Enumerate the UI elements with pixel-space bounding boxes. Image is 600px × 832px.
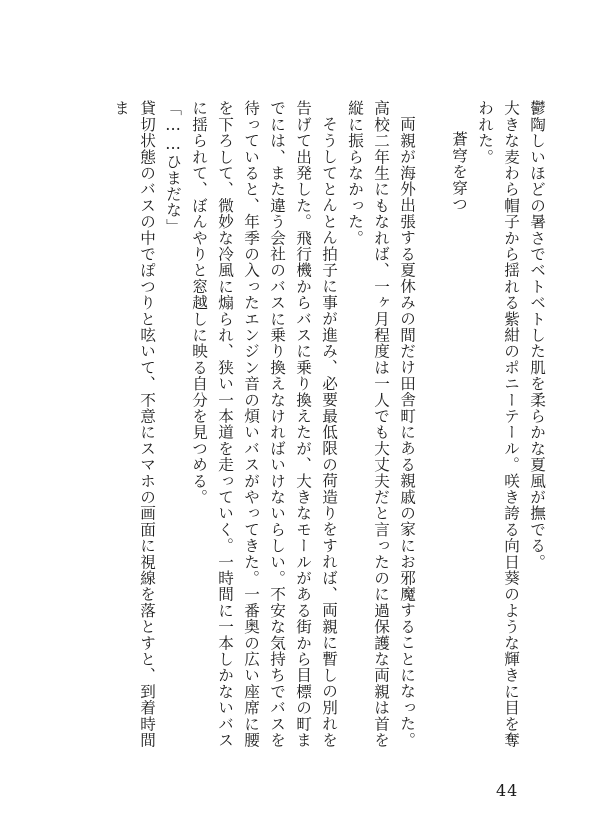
paragraph-2: 大きな麦わら帽子から揺れる紫紺のポニーテール。咲き誇る向日葵のような輝きに目を奪われた。 xyxy=(476,100,520,748)
paragraph-5: 貸切状態のバスの中でぽつりと呟いて、不意にスマホの画面に視線を落とすと、到着時間ま xyxy=(112,100,156,748)
paragraph-3: 両親が海外出張する夏休みの間だけ田舎町にある親戚の家にお邪魔することになった。高校二年生にもなれば、一ヶ月程度は一人でも大丈夫だと言ったのに過保護な両親は首を縦に振らなかった。 xyxy=(346,100,416,748)
vertical-text-block xyxy=(50,100,550,760)
dialogue-line: 「……ひまだな」 xyxy=(164,100,182,235)
paragraph-4: そうしてとんとん拍子に事が進み、必要最低限の荷造りをすれば、両親に暫しの別れを告げて出発した。飛行機からバスに乗り換えたが、大きなモールがある街から目標の町までには、また違う会社のバスに乗り換えなければいけないらしい。不安な気持ちでバスを待っていると、年季の入ったエンジン音の煩いバスがやってきた。一番奥の広い座席に腰を下ろして、微妙な冷風に煽られ、狭い一本道を走っていく。一時間に一本しかないバスに揺られて、ぼんやりと窓越しに映る自分を見つめる。 xyxy=(190,100,338,748)
page-number: 44 xyxy=(496,781,519,800)
paragraph-1: 鬱陶しいほどの暑さでベトベトした肌を柔らかな夏風が撫でる。 xyxy=(528,100,546,570)
section-heading: 蒼穹を穿つ xyxy=(450,131,468,213)
